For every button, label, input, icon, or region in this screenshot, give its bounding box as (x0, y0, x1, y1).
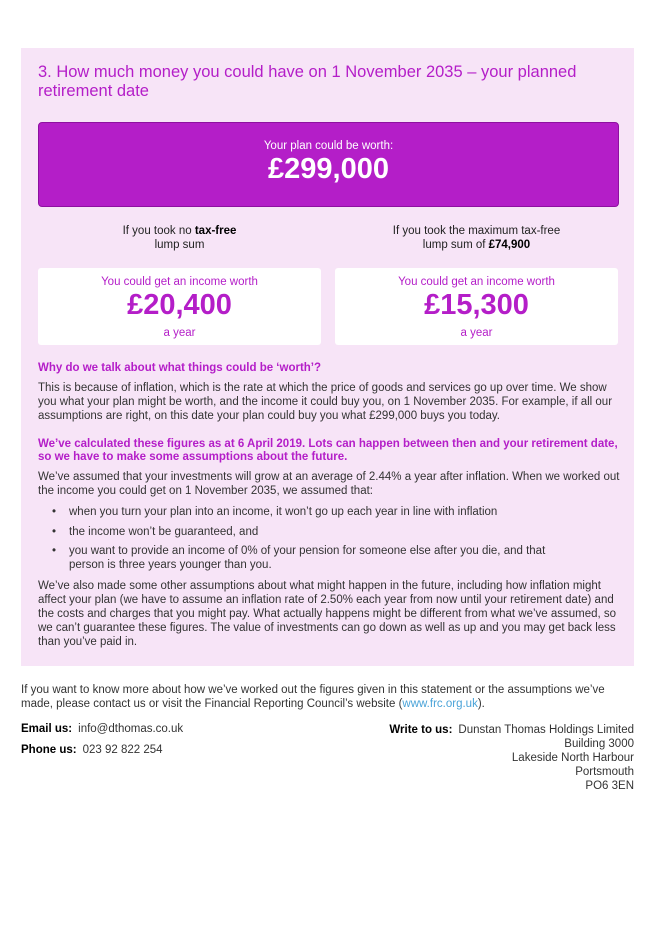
calc-intro: We’ve assumed that your investments will grow at an average of 2.44% a year after inflation. When we worked out the income you could get on 1 November 2035, we assumed that: (38, 471, 620, 497)
email-address[interactable]: info@dthomas.co.uk (78, 723, 184, 735)
income-card-period: a year (163, 327, 196, 339)
plan-worth-value: £299,000 (268, 153, 389, 185)
worth-heading: Why do we talk about what things could be ‘worth’? (38, 362, 322, 374)
income-card-value: £20,400 (127, 289, 232, 321)
plan-worth-label: Your plan could be worth: (263, 140, 394, 152)
frc-link[interactable]: www.frc.org.uk (402, 698, 478, 710)
income-card-period: a year (460, 327, 493, 339)
calc-outro: We’ve also made some other assumptions about what might happen in the future, including how inflation might affect your plan (we have to assume an inflation rate of 2.50% each year from now until your retirement date) and the costs and charges that you might pay. What actually happens might be different from what we’ve assumed, so we can’t guarantee these figures. The value of investments can go down as well as up and you may get back less than you’ve paid in. (38, 580, 617, 648)
income-card-value: £15,300 (424, 289, 529, 321)
income-card-no-lump-sum (38, 268, 321, 345)
income-card-label: You could get an income worth (398, 276, 555, 288)
calc-heading: We’ve calculated these figures as at 6 April 2019. Lots can happen between then and your retirement date, so we have to make some assumptions about the future. (38, 438, 618, 463)
option-no-lump-sum-label: If you took no tax-free lump sum (122, 225, 237, 251)
income-card-label: You could get an income worth (101, 276, 258, 288)
email-contact: Email us: info@dthomas.co.uk (21, 723, 184, 735)
footer-note: If you want to know more about how we’ve worked out the figures given in this statement or the assumptions we’ve made, please contact us or visit the Financial Reporting Council’s website (www.frc.org.uk). (21, 684, 605, 710)
plan-worth-box (38, 122, 619, 207)
income-card-max-lump-sum (335, 268, 618, 345)
section-title: 3. How much money you could have on 1 November 2035 – your planned retirement date (38, 63, 577, 100)
worth-body: This is because of inflation, which is the rate at which the price of goods and services go up over time. We show you what your plan might be worth, and the income it could buy you, on 1 November 2035. For example, if all our assumptions are right, on this date your plan could buy you what £299,000 buys you today. (38, 382, 613, 422)
option-max-lump-sum-label: If you took the maximum tax-free lump sum of £74,900 (392, 225, 561, 251)
phone-contact: Phone us: 023 92 822 254 (21, 744, 163, 756)
phone-number: 023 92 822 254 (82, 744, 163, 756)
postal-address: Write to us: Dunstan Thomas Holdings Limited Building 3000 Lakeside North Harbour Portsmouth PO6 3EN (389, 724, 634, 792)
